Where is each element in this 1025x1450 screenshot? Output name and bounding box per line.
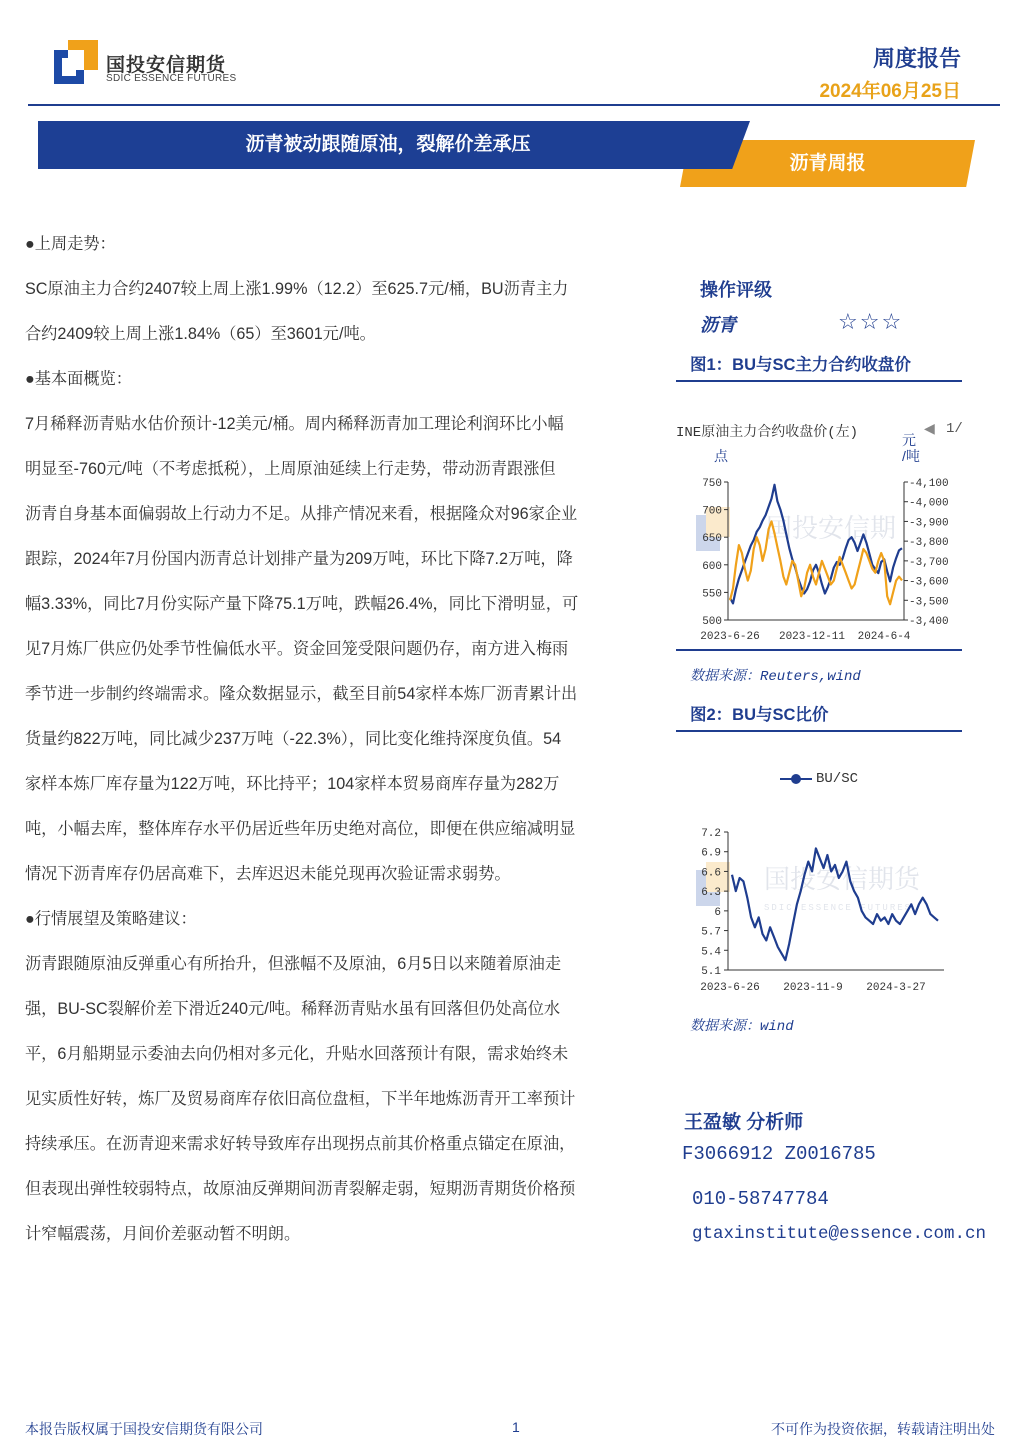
analyst-name: 王盈敏 分析师 [684,1112,804,1133]
text-line: 情况下沥青库存仍居高难下，去库迟迟未能兑现再次验证需求弱势。 [25,865,511,883]
page-number: 1 [512,1419,520,1435]
chart1-right-tick-label: -3,800 [909,537,949,550]
chart2-watermark-en: SDIC ESSENCE FUTURES [764,903,913,913]
chart2-x-tick-label: 2023-6-26 [700,982,760,994]
report-title: 沥青被动跟随原油，裂解价差承压 [245,134,531,155]
chart1-right-tick-label: -4,100 [909,478,949,490]
chart1-x-tick-label: 2023-6-26 [700,631,760,643]
chart2-y-tick-label: 5.1 [701,966,721,978]
fig2-legend-label: BU/SC [816,771,859,787]
fig1-right-unit-bottom: /吨 [902,448,920,464]
text-line: ●行情展望及策略建议： [25,910,197,928]
company-logo-icon [54,40,98,84]
bu-sc-price-chart [676,465,966,645]
text-line: 见实质性好转，炼厂及贸易商库存依旧高位盘桓，下半年地炼沥青开工率预计 [25,1090,576,1108]
text-line: 明显至-760元/吨（不考虑抵税），上周原油延续上行走势，带动沥青跟涨但 [25,460,556,478]
text-line: 沥青跟随原油反弹重心有所抬升，但涨幅不及原油，6月5日以来随着原油走 [25,955,562,973]
chart1-right-tick-label: -3,400 [909,616,949,628]
chart1-left-tick-label: 650 [702,533,722,546]
text-line: 货量约822万吨，同比减少237万吨（-22.3%），同比变化维持深度负值。54 [25,730,562,748]
chart1-right-tick-label: -3,700 [909,556,949,569]
text-line: 持续承压。在沥青迎来需求好转导致库存出现拐点前其价格重点锚定在原油， [25,1135,576,1153]
header-divider [28,104,1000,106]
chart1-right-tick-label: -4,000 [909,497,949,510]
chart1-left-tick-label: 750 [702,478,722,490]
fig1-left-unit: 点 [714,448,728,464]
footer-disclaimer: 不可作为投资依据，转载请注明出处 [771,1421,995,1437]
chart1-left-tick-label: 600 [702,560,722,573]
rating-item: 沥青 [700,315,736,335]
text-line: ●上周走势： [25,235,116,253]
rating-title: 操作评级 [700,280,772,300]
text-line: 季节进一步制约终端需求。隆众数据显示，截至目前54家样本炼厂沥青累计出 [25,685,578,703]
bu-sc-legend-marker-icon [778,770,814,788]
chart1-right-tick-label: -3,500 [909,596,949,609]
report-series-name: 沥青周报 [789,153,866,174]
chart1-right-tick-label: -3,600 [909,576,949,589]
chart1-x-tick-label: 2023-12-11 [778,631,846,643]
report-type: 周度报告 [872,46,961,71]
text-line: 幅3.33%，同比7月份实际产量下降75.1万吨，跌幅26.4%，同比下滑明显，可 [25,595,579,613]
text-line: 家样本炼厂库存量为122万吨，环比持平；104家样本贸易商库存量为282万 [25,775,560,793]
chart2-y-tick-label: 6 [714,906,721,919]
text-line: SC原油主力合约2407较上周上涨1.99%（12.2）至625.7元/桶，BU沥青主力 [25,280,569,298]
text-line: 跟踪，2024年7月份国内沥青总计划排产量为209万吨，环比下降7.2万吨，降 [25,550,573,568]
chart1-x-tick-label: 2024-6-4 [857,631,911,643]
chart1-watermark-text: 国投安信期 [766,515,897,545]
fig2-source: 数据来源：wind [690,1019,794,1035]
footer-copyright: 本报告版权属于国投安信期货有限公司 [25,1421,263,1437]
logo-english-name: SDIC ESSENCE FUTURES [106,73,237,84]
legend-page-indicator: 1/ [946,421,963,437]
fig2-caption: 图2：BU与SC比价 [690,706,829,724]
report-date: 2024年06月25日 [819,81,961,102]
chart1-left-tick-label: 500 [702,616,722,628]
chart2-watermark [696,862,922,913]
text-line: 吨，小幅去库，整体库存水平仍居近些年历史绝对高位，即便在供应缩减明显 [25,820,576,838]
text-line: 见7月炼厂供应仍处季节性偏低水平。资金回笼受限问题仍存，南方进入梅雨 [25,640,569,658]
fig1-caption: 图1：BU与SC主力合约收盘价 [690,356,911,374]
chart2-y-tick-label: 6.6 [701,867,721,880]
chart2-y-tick-label: 6.9 [701,847,721,860]
analyst-email[interactable]: gtaxinstitute@essence.com.cn [692,1224,987,1244]
fig1-bottom-rule [676,649,962,651]
fig1-right-unit-top: 元 [902,432,916,448]
chart2-y-tick-label: 7.2 [701,828,721,840]
bu-sc-ratio-chart [676,820,966,1000]
chart1-right-tick-label: -3,900 [909,517,949,530]
chart1-left-tick-label: 550 [702,588,722,601]
chart1-left-tick-label: 700 [702,505,722,518]
rating-stars-icon: ☆☆☆ [838,309,904,334]
text-line: 但表现出弹性较弱特点，故原油反弹期间沥青裂解走弱，短期沥青期货价格预 [25,1180,576,1198]
fig1-legend-label: INE原油主力合约收盘价(左) [676,425,859,441]
chart2-x-tick-label: 2024-3-27 [866,982,926,994]
analyst-license-ids: F3066912 Z0016785 [682,1143,876,1165]
text-line: 沥青自身基本面偏弱故上行动力不足。从排产情况来看，根据隆众对96家企业 [25,505,578,523]
fig1-caption-rule [676,380,962,382]
text-line: 强，BU-SC裂解价差下滑近240元/吨。稀释沥青贴水虽有回落但仍处高位水 [25,1000,561,1018]
text-line: 计窄幅震荡，月间价差驱动暂不明朗。 [25,1225,301,1243]
text-line: 7月稀释沥青贴水估价预计-12美元/桶。周内稀释沥青加工理论利润环比小幅 [25,415,564,433]
text-line: 平，6月船期显示委油去向仍相对多元化，升贴水回落预计有限，需求始终未 [25,1045,569,1063]
text-line: 合约2409较上周上涨1.84%（65）至3601元/吨。 [25,325,376,343]
chart2-x-tick-label: 2023-11-9 [783,982,843,994]
analyst-phone: 010-58747784 [692,1188,829,1210]
logo-chinese-name: 国投安信期货 [106,55,227,76]
text-line: ●基本面概览： [25,370,132,388]
fig1-source: 数据来源：Reuters,wind [690,669,861,685]
chart2-y-tick-label: 5.4 [701,946,721,959]
chart2-y-tick-label: 6.3 [701,887,721,900]
chart2-watermark-text: 国投安信期货 [764,866,921,896]
main-text [25,222,630,1257]
chart2-y-tick-label: 5.7 [701,926,721,939]
legend-prev-arrow-icon[interactable]: ◀ [924,420,935,436]
fig2-caption-rule [676,730,962,732]
